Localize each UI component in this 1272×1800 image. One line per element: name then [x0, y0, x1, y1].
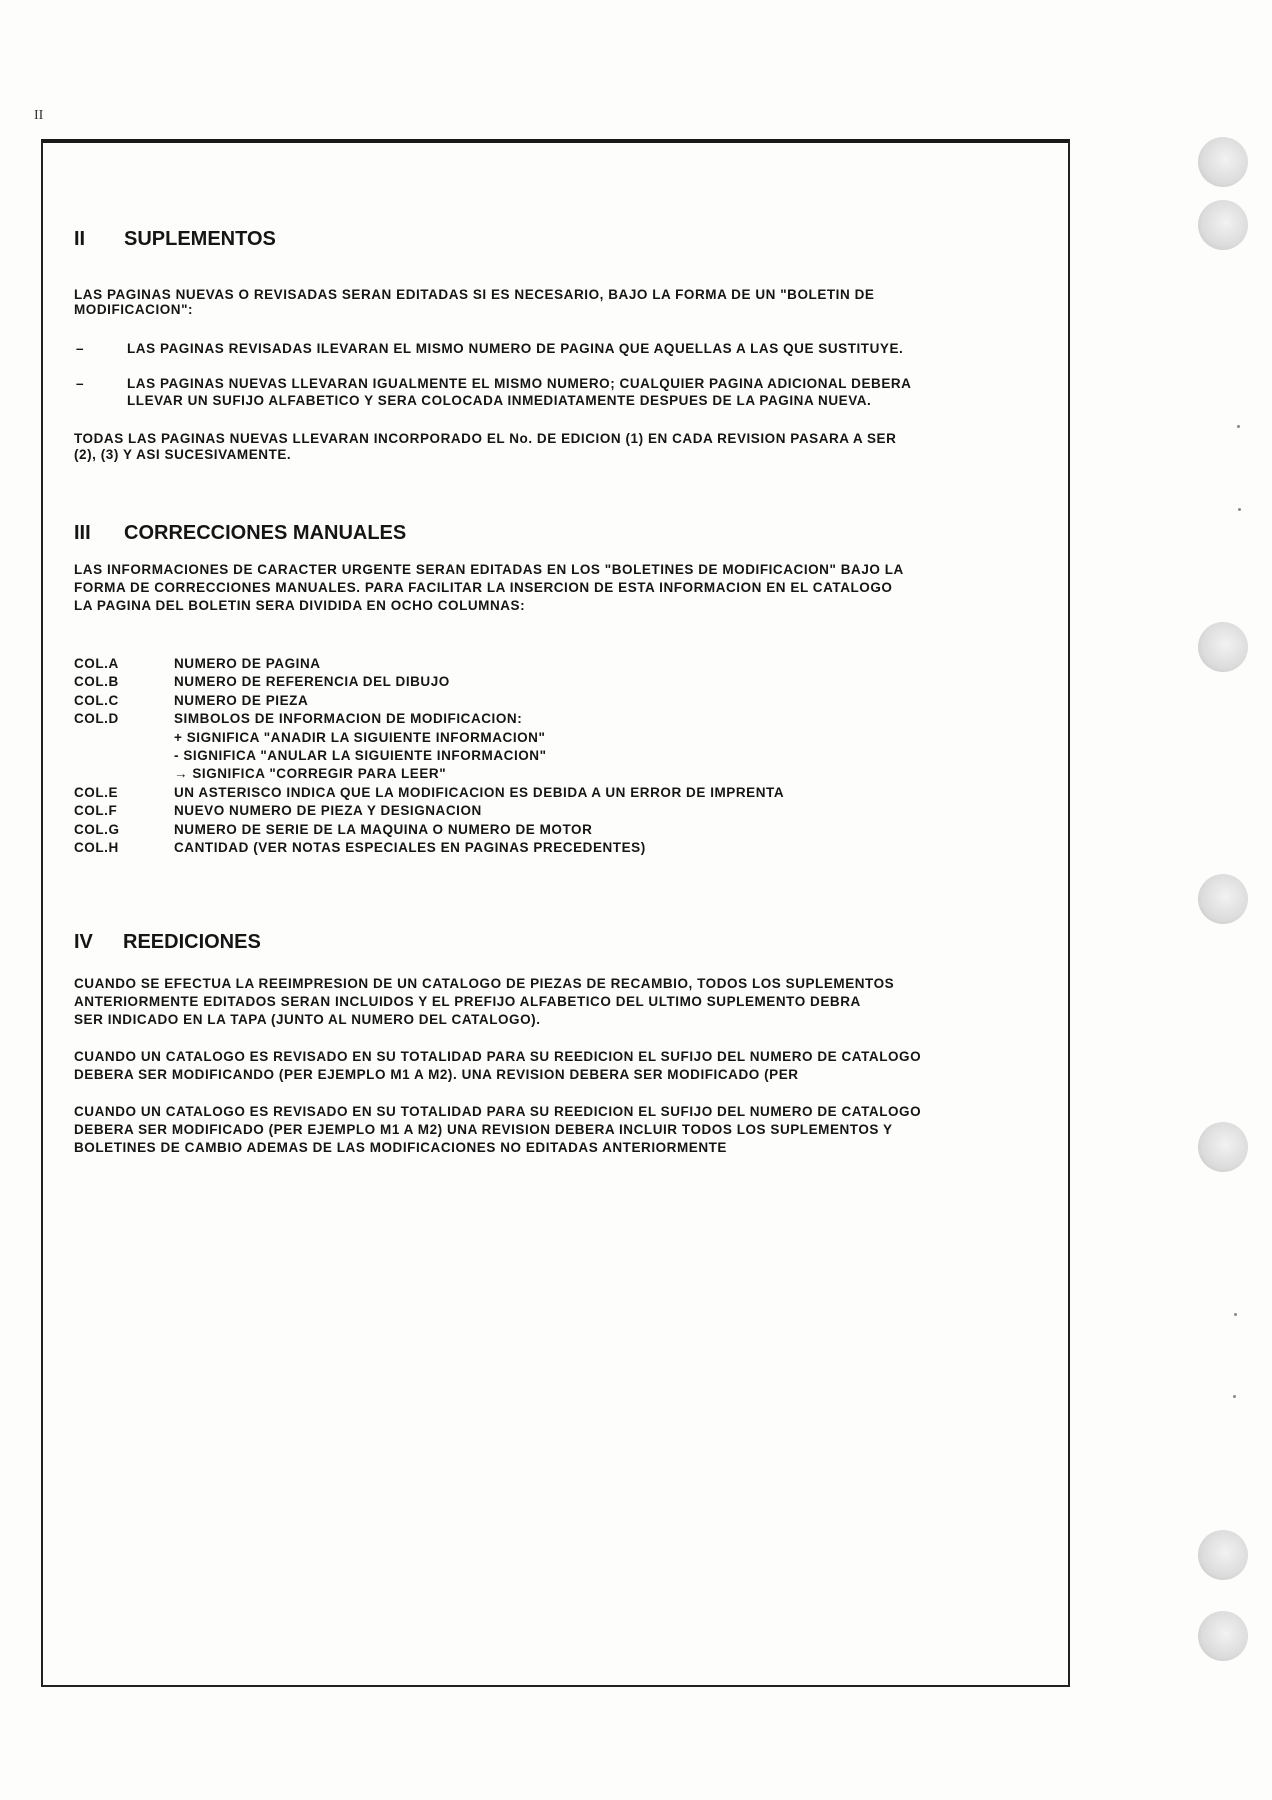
column-description: NUMERO DE REFERENCIA DEL DIBUJO — [174, 674, 450, 690]
column-code: COL.D — [74, 711, 119, 727]
paragraph-line: DEBERA SER MODIFICANDO (PER EJEMPLO M1 A M2). UNA REVISION DEBERA SER MODIFICADO (PER — [74, 1067, 799, 1082]
page-number: II — [34, 108, 44, 123]
punch-hole — [1198, 622, 1248, 672]
column-description: NUMERO DE PAGINA — [174, 656, 321, 671]
paragraph-line: CUANDO SE EFECTUA LA REEIMPRESION DE UN CATALOGO DE PIEZAS DE RECAMBIO, TODOS LOS SUPLEMENTOS — [74, 976, 895, 991]
punch-hole — [1198, 1122, 1248, 1172]
bullet-line: LAS PAGINAS REVISADAS ILEVARAN EL MISMO NUMERO DE PAGINA QUE AQUELLAS A LAS QUE SUSTITUYE. — [127, 341, 904, 356]
scan-speck — [1237, 425, 1240, 428]
bullet-dash: – — [76, 341, 85, 356]
column-code: COL.F — [74, 803, 118, 819]
paragraph-line: ANTERIORMENTE EDITADOS SERAN INCLUIDOS Y EL PREFIJO ALFABETICO DEL ULTIMO SUPLEMENTO DEBRA — [74, 994, 861, 1009]
paragraph-line: CUANDO UN CATALOGO ES REVISADO EN SU TOTALIDAD PARA SU REEDICION EL SUFIJO DEL NUMERO DE CATALOGO — [74, 1049, 922, 1064]
section-title: SUPLEMENTOS — [124, 228, 276, 250]
paragraph-line: FORMA DE CORRECCIONES MANUALES. PARA FACILITAR LA INSERCION DE ESTA INFORMACION EN EL CATALOGO — [74, 580, 893, 595]
bullet-dash: – — [76, 376, 85, 391]
page-frame — [41, 139, 1070, 1687]
column-description: + SIGNIFICA "ANADIR LA SIGUIENTE INFORMACION" — [174, 729, 546, 745]
paragraph-line: LAS PAGINAS NUEVAS O REVISADAS SERAN EDITADAS SI ES NECESARIO, BAJO LA FORMA DE UN "BOLETIN DE — [74, 287, 875, 302]
section-number: III — [74, 522, 91, 544]
column-description: UN ASTERISCO INDICA QUE LA MODIFICACION ES DEBIDA A UN ERROR DE IMPRENTA — [174, 784, 785, 800]
scan-speck — [1238, 508, 1241, 511]
section-number: II — [74, 228, 86, 250]
column-description: CANTIDAD (VER NOTAS ESPECIALES EN PAGINAS PRECEDENTES) — [174, 840, 646, 855]
section-number: IV — [74, 931, 93, 953]
column-description: NUEVO NUMERO DE PIEZA Y DESIGNACION — [174, 803, 482, 819]
section-heading-correcciones — [74, 522, 406, 545]
paragraph-line: BOLETINES DE CAMBIO ADEMAS DE LAS MODIFICACIONES NO EDITADAS ANTERIORMENTE — [74, 1140, 727, 1155]
paragraph-line: (2), (3) Y ASI SUCESIVAMENTE. — [74, 447, 292, 462]
section-title: CORRECCIONES MANUALES — [124, 522, 407, 544]
bullet-line: LAS PAGINAS NUEVAS LLEVARAN IGUALMENTE EL MISMO NUMERO; CUALQUIER PAGINA ADICIONAL DEBERA — [127, 376, 912, 391]
column-code: COL.A — [74, 656, 119, 671]
column-code: COL.C — [74, 692, 119, 708]
paragraph-line: SER INDICADO EN LA TAPA (JUNTO AL NUMERO DEL CATALOGO). — [74, 1012, 541, 1027]
column-code: COL.H — [74, 840, 119, 855]
punch-hole — [1198, 137, 1248, 187]
punch-hole — [1198, 1611, 1248, 1661]
punch-hole — [1198, 874, 1248, 924]
column-description: SIMBOLOS DE INFORMACION DE MODIFICACION: — [174, 711, 523, 727]
paragraph-line: LA PAGINA DEL BOLETIN SERA DIVIDIDA EN OCHO COLUMNAS: — [74, 598, 526, 613]
section-heading-reediciones — [74, 931, 261, 954]
scan-speck — [1233, 1395, 1236, 1398]
paragraph-line: DEBERA SER MODIFICADO (PER EJEMPLO M1 A M2) UNA REVISION DEBERA INCLUIR TODOS LOS SUPLEMENTOS Y — [74, 1122, 893, 1137]
column-code: COL.E — [74, 784, 119, 800]
punch-hole — [1198, 1530, 1248, 1580]
column-code: COL.B — [74, 674, 119, 690]
column-code: COL.G — [74, 821, 120, 837]
paragraph-line: LAS INFORMACIONES DE CARACTER URGENTE SERAN EDITADAS EN LOS "BOLETINES DE MODIFICACION" BAJO LA — [74, 562, 904, 577]
column-description: NUMERO DE SERIE DE LA MAQUINA O NUMERO DE MOTOR — [174, 821, 593, 837]
scan-speck — [1234, 1313, 1237, 1316]
section-title: REEDICIONES — [123, 931, 261, 953]
paragraph-line: TODAS LAS PAGINAS NUEVAS LLEVARAN INCORPORADO EL No. DE EDICION (1) EN CADA REVISION PASARA A SER — [74, 431, 897, 446]
column-description: - SIGNIFICA "ANULAR LA SIGUIENTE INFORMACION" — [174, 748, 547, 763]
column-description: → SIGNIFICA "CORREGIR PARA LEER" — [174, 766, 447, 782]
punch-hole — [1198, 200, 1248, 250]
paragraph-line: CUANDO UN CATALOGO ES REVISADO EN SU TOTALIDAD PARA SU REEDICION EL SUFIJO DEL NUMERO DE CATALOGO — [74, 1104, 922, 1119]
column-description: NUMERO DE PIEZA — [174, 692, 309, 708]
paragraph-line: MODIFICACION": — [74, 302, 194, 317]
section-heading-suplementos — [74, 228, 276, 251]
bullet-line: LLEVAR UN SUFIJO ALFABETICO Y SERA COLOCADA INMEDIATAMENTE DESPUES DE LA PAGINA NUEVA. — [127, 393, 872, 408]
